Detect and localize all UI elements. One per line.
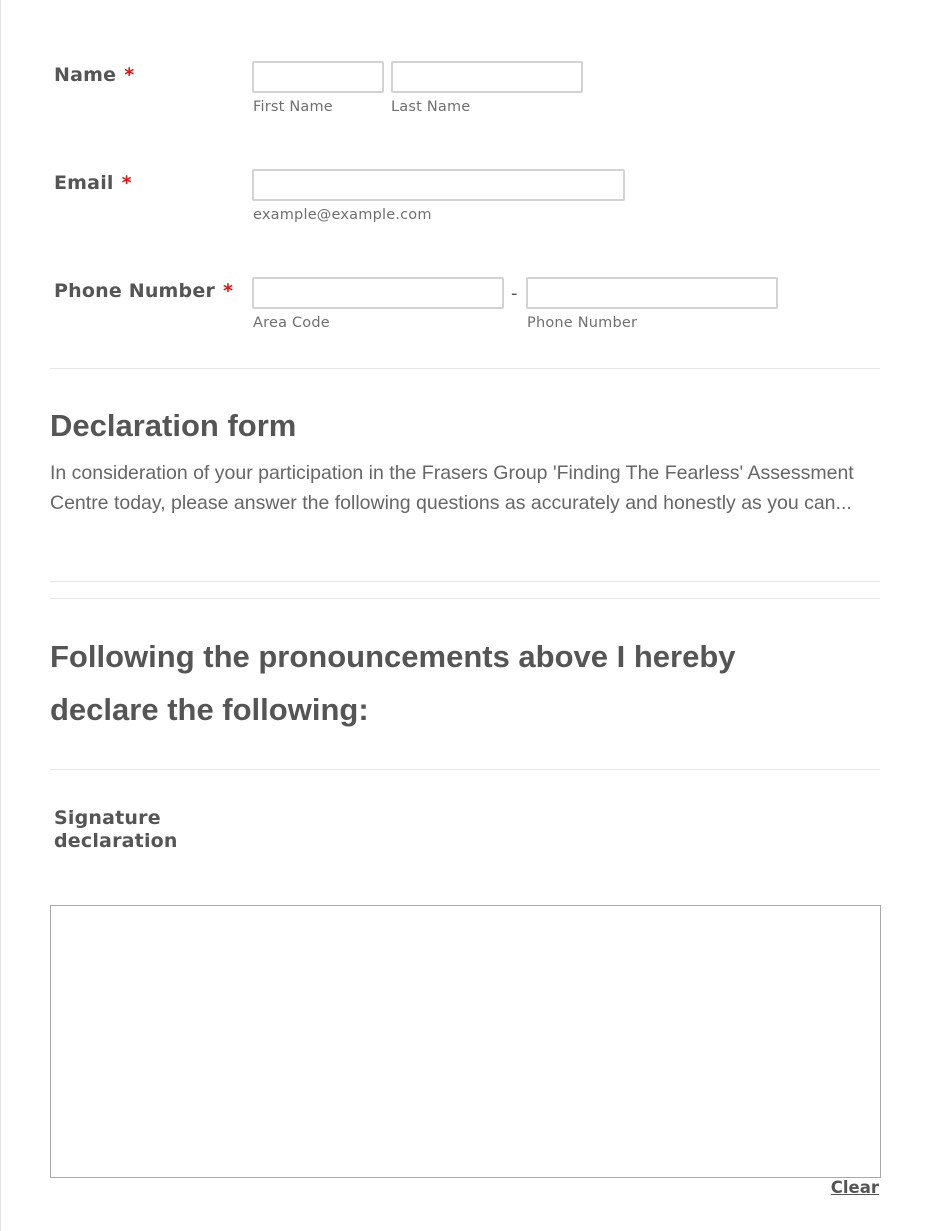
phone-number-sublabel: Phone Number [527, 315, 638, 331]
last-name-sublabel: Last Name [391, 99, 471, 115]
clear-signature-button[interactable]: Clear [830, 1178, 879, 1197]
section-divider [50, 368, 880, 369]
phone-label [54, 280, 233, 302]
email-sublabel: example@example.com [253, 207, 432, 223]
area-code-input[interactable] [252, 277, 504, 309]
signature-pad[interactable] [50, 905, 881, 1178]
name-required-marker: * [124, 64, 135, 86]
first-name-input[interactable] [252, 61, 384, 93]
last-name-input[interactable] [391, 61, 583, 93]
phone-label-text: Phone Number [54, 280, 216, 302]
signature-label: Signature declaration [54, 807, 178, 852]
phone-separator: - [511, 283, 518, 304]
first-name-sublabel: First Name [253, 99, 333, 115]
email-label-text: Email [54, 172, 114, 194]
email-label [54, 172, 132, 194]
name-label [54, 64, 134, 86]
phone-required-marker: * [223, 280, 234, 302]
email-input[interactable] [252, 169, 625, 201]
page-left-border [0, 0, 1, 1231]
area-code-sublabel: Area Code [253, 315, 330, 331]
phone-number-input[interactable] [526, 277, 778, 309]
pronouncement-heading: Following the pronouncements above I hereby declare the following: [50, 639, 736, 727]
email-required-marker: * [121, 172, 132, 194]
section-divider [50, 581, 880, 582]
declaration-text: In consideration of your participation in the Frasers Group 'Finding The Fearless' Assessment Centre today, please answer the following questions as accurately and honestly as you can... [50, 462, 854, 514]
section-divider [50, 598, 880, 599]
section-divider [50, 769, 880, 770]
name-label-text: Name [54, 64, 117, 86]
declaration-heading: Declaration form [50, 408, 297, 443]
